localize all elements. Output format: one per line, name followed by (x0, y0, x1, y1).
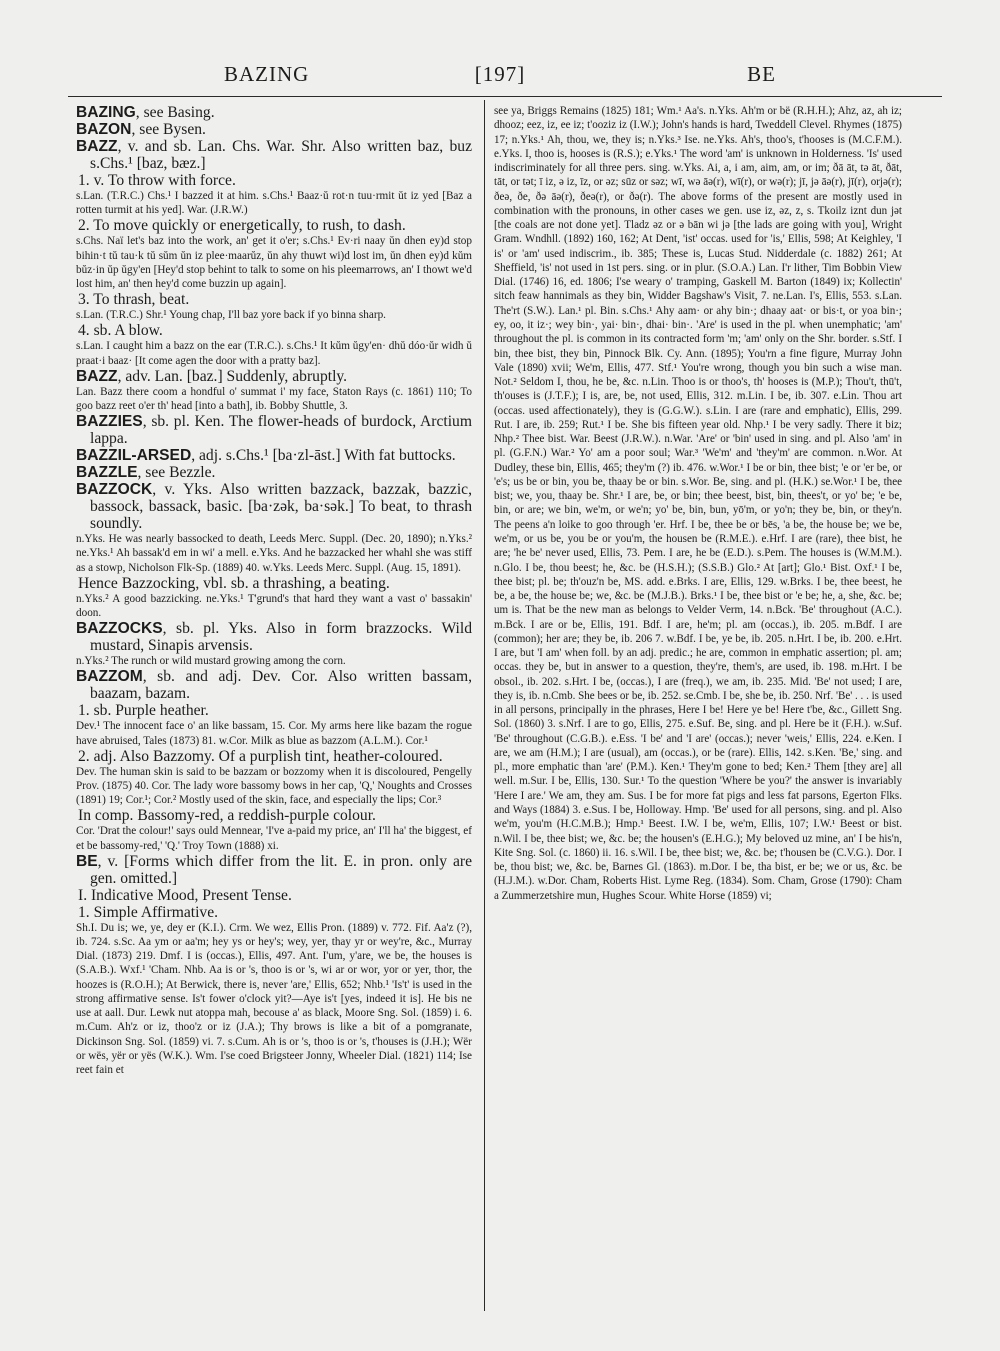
header-right-word: BE (747, 62, 776, 86)
entry-sense: I. Indicative Mood, Present Tense. (78, 886, 292, 904)
entry-sense: 2. To move quickly or energetically, to rush, to dash. (78, 217, 406, 235)
entry-sense: 1. sb. Purple heather. (78, 702, 209, 720)
entry-citation: see ya, Briggs Remains (1825) 181; Wm.¹ Aa's. n.Yks. Ah'm or bë (R.H.H.); Ahz, az, ah iz; dhooz; eez, iz, ee iz; t'ooziz iz (I.W.); John's hands is hard, Tweddell Clevel. Rhymes (1875) 17; n.Yks.¹ Ah, thou, we, they is; n.Yks.³ Ise. ne.Yks. Ah's, thoo's, t'hooses is (M.C.F.M.). e.Yks. I, thoo is, hooses is (R.S.); e.Yks.¹ The word 'am' is unknown in Holderness. 'Is' used indiscriminately for all three pers. sing. w.Yks. Ai, a, i am, aim, am, or im; ðā āt, tə āt, ðāt, tāt, or tət; ī iz, ə iz, īz, or əz; sūz or səz; wī, wə āə(r), wī(r), or wə(r); jī, jə āə(r), jī(r), orjə(r); ðeə, ðe, ðə āə(r), ðeə(r), or ðə(r). The above forms of the present are mostly used in combination with the pronouns, in other cases we gen. use iz, əz, z, s. Tkoilz iznt dun jət [the coals are not done yet]. Tladz əz or ə bān wi jə [the lads are going with you], Wright Gram. Wndhll. (1892) 160, 162; At Dent, 'ist' occas. used for 'is,' Ellis, 598; At Keighley, 'I is' or 'am' used indiscrim., ib. 385; These is, Lucas Stud. Nidderdale (c. 1882) 261; At Sheffield, 'is' not used in 1st pers. sing. or in plur. (S.O.A.) Lan. I'r lither, Tim Bobbin View Dial. (1746) 16, ed. 1806; I'se weary o' tramping, Gaskell M. Barton (1849) ix; Kollectin' sitch feaw hannimals as they bin, Widder Bagshaw's Visit, 7. ne.Lan. I's, Ellis, 553. s.Lan. The'rt (S.W.). Lan.¹ pl. Bin. s.Chs.¹ Ahy aam· or ahy bin·; dhaay aat· or bis·t, or yoa bin·; ey, oo, it iz·; wey bin·, yai· bin·, dhai· bin·. 'Are' is used in the pl. when unemphatic; 'am' throughout the pl. is common in its contracted form 'm; 'am' only on the Shr. border. s.Stf. I bin, thee bist, they bin, Pinnock Blk. Cy. Ann. (1895); You'rn a fine figure, Murray John Vale (1890) xvii; We'm, Ellis, 477. Stf.¹ You're wrong, though you bin such a wise man. Not.² Seldom I, thou, he be, &c. n.Lin. Thoo is or thoo's, th' hooses is (M.P.); Thou't, thū't, th'ouses is (J.T.F.); I is, are, be, not used, Ellis, 312. m.Lin. I be, ib. 307. e.Lin. Thou art (occas. used affectionately), they is (G.G.W.). s.Lin. I are (rare and emphatic), Ellis, 299. Rut. I are, ib. 259; Rut.¹ I be. She bis fifteen year old. Nhp.¹ I be very sadly. There it biz; Nhp.² Thee bist. War. Beest (J.R.W.). n.War. 'Are' or 'bin' used in sing. and pl. Also 'am' in pl. (G.F.N.) War.² Yo' am a poor soul; War.³ 'We'm' and 'they'm' are common. n.Wor. At Dudley, these bin, Ellis, 465; they'm (?) ib. 476. w.Wor.¹ I be or bin, thee bist; 'e or 'er be, or 'e's; us be or bin, you be, thaay be or bin. s.Wor. Be, sing. and pl. (H.K.) se.Wor.¹ I be, thee bist; we, you, thaay be. Shr.¹ I are, be, or bin; thee beest, bist, bin, thees't, or yo' be; 'e be, bin, or are; we bin, we'm, or we'n; yo' be, bin, bun, yō'm, or yo'n; they be, bin, or they'n. The peens a'n loike to goo through 'er. Hrf. I be, thee be or bēs, 'a be, the house be; we be, we'm, or us be, you be or you'm, the housen be (R.M.E.). e.Hrf. I are (rare), thee bist, he are; 'he be' never used, Ellis, 73. Pem. I are, he be (E.D.). s.Pem. The houses is (W.M.M.). n.Glo. I be, thou beest; he, &c. be (H.S.H.); (S.S.B.) Glo.² At [art]; Glo.¹ Bist. Oxf.¹ I be, thee bist; pl. be; th'ouz'n be, MS. add. e.Brks. I are, Ellis, 129. w.Brks. I be, thee beest, he be, a be, the house be; we, &c. be (M.J.B.). Brks.¹ I be, thee bist or 'e be; he, a, she, &c. be; um is. That be the new man as belongs to Velder Verm, 14. n.Bck. 'Be' throughout (A.C.). m.Bck. I are or be, Ellis, 191. Bdf. I are, he'm; pl. am (occas.), ib. 205. m.Bdf. I are (common); her are; they be, ib. 206 7. w.Bdf. I be, ye be, ib. 205. n.Hrt. I be, ib. 200. e.Hrt. I are, but 'I am' when foll. by an adj. predic.; he are, common in emphatic assertion; pl. am; occas. they be, but in answer to a question, they're, them's, are used, ib. 198. m.Hrt. I be obsol., ib. 202. s.Hrt. I be, (occas.), I are (freq.), we am, ib. 235. Mid. 'Be' not used; I are, they is, ib. n.Cmb. She bees or be, ib. 252. se.Cmb. I be, she be, ib. 250. Nrf. 'Be' . . . is used in all persons, principally in the phrases, Here I be! Here ye be! Here t'be, &c., Gillett Sng. Sol. (1860) 3. s.Nrf. I are to go, Ellis, 275. e.Suf. Be, sing. and pl. Here be it (F.H.). w.Suf. 'Be' throughout (C.G.B.). e.Ess. 'I be' and 'I are' (occas.); never 'weis,' Ellis, 224. e.Ken. I are, we am (H.M.); I are (usual), am (occas.), or be (rare). Ellis, 142. s.Ken. 'Be,' sing. and pl., more emphatic than 'are' (P.M.). Ken.¹ They'm gone to bed; Ken.² Them [they are] all well. m.Sur. I be, Ellis, 130. Sur.¹ To the question 'Where be you?' the answer is invariably 'Here I are.' We am, they am. Sus. I be for more fat pigs and less fat parsons, Egerton Flks. and Ways (1884) 3. e.Sus. I be, Holloway. Hmp. 'Be' used for all persons, sing. and pl. Also we'm, you'm (H.C.M.B.); Hmp.¹ Beest. I.W. I be, we'm, Ellis, 107; I.W.¹ Beest or bist. n.Wil. I be, thee bist; we, &c. be; the housen's (E.H.G.); My beloved uz mine, an' I be his'n, Kite Sng. Sol. (c. 1860) ii. 16. s.Wil. I be, thee bist; we, &c. be; t'housen be (C.V.G.). Dor. I be, thou bist; we, &c. be, Barnes Gl. (1863). m.Dor. I be, tha bist, er be; we or us, &c. be (H.J.M.). w.Dor. Cham, Roberts Hist. Lyme Reg. (1834). Som. Cham, Grose (1790): Cham a Zummerzetshire mun, Hughes Scour. White Horse (1859) vi; (494, 105, 902, 902)
entry-citation: s.Lan. I caught him a bazz on the ear (T.R.C.). s.Chs.¹ It kŭm ŭgy'en· dhŭ dóo·ŭr widh ŭ praat·i baaz· [It come agen the door with a pratty baz]. (76, 340, 472, 367)
entry-headword: BAZZIES, sb. pl. Ken. The flower-heads of burdock, Arctium lappa. (76, 413, 472, 448)
entry-citation: Sh.I. Du is; we, ye, dey er (K.I.). Crm. We wez, Ellis Pron. (1889) v. 772. Fif. Aa'z (?), ib. 724. s.Sc. Aa ym or aa'm; hey ys or hey's; wey, yer, thay yr or wey're, &c., Murray Dial. (1873) 219. Dmf. I is (occas.), Ellis, 497. Ant. I'um, y'are, we be, the houses is (S.A.B.). Wxf.¹ 'Cham. Nhb. Aa is or 's, thoo is or 's, wi ar or wor, yor or yer, thor, the hoozes is (R.O.H.); At Berwick, there is, never 'are,' Ellis, 652; Nhb.¹ 'Is't' is used in the strong affirmative sense. Is't fower o'clock yit?—Aye is't [yes, indeed it is]. He bis ne use at aall. Dur. Lewk nut atoppa mah, becouse a' as black, Moore Sng. Sol. (1859) i. 6. m.Cum. Ah'z or iz, thoo'z or iz (J.A.); Thy brows is like a bit of a pomgranate, Dickinson Sng. Sol. (1859) vi. 7. s.Cum. Ah is or 's, thoo is or 's, t'houses is (J.H.); Wër or wës, yër or yës (W.K.). Wm. I'se coed Brigsteer Jonny, Wheeler Dial. (1821) 114; Ise reet fain et (76, 921, 472, 1076)
entry-sense: 1. Simple Affirmative. (78, 903, 219, 921)
entry-citation: s.Chs. Naï let's baz into the work, an' get it o'er; s.Chs.¹ Ev·ri naay ŭn dhen ey)d stop bihin·t tŭ tau·k tŭ sŭm ŭn iz plee·maarŭz, ŭn ahy thuwt wi)d lost im, ŭn dhen ey)d kŭm bŭz·in ŭp ŭgy'en [Hey'd stop behint to talk to some on his pleemarrows, an' I thowt we'd lost him, an' then hey'd come buzzin up again]. (76, 235, 472, 291)
entry-headword: BAZZ, v. and sb. Lan. Chs. War. Shr. Also written baz, buz s.Chs.¹ [baz, bæz.] (76, 138, 472, 172)
running-header (62, 62, 938, 94)
entry-citation: s.Lan. (T.R.C.) Shr.¹ Young chap, I'll baz yore back if yo binna sharp. (76, 309, 386, 322)
entry-headword: BE, v. [Forms which differ from the lit. E. in pron. only are gen. omitted.] (76, 852, 472, 887)
entry-sense: Hence Bazzocking, vbl. sb. a thrashing, a beating. (78, 574, 390, 592)
entry-citation: n.Yks.² The runch or wild mustard growing among the corn. (76, 655, 346, 668)
entry-citation: Cor. 'Drat the colour!' says ould Mennear, 'I've a-paid my price, an' I'll ha' the biggest, ef et be bassomy-red,' 'Q.' Troy Town (1888) xi. (76, 825, 472, 852)
header-rule (68, 96, 942, 97)
entry-citation: n.Yks.² A good bazzicking. ne.Yks.¹ T'grund's that hard they want a vast o' bassakin' doon. (76, 592, 472, 620)
entry-headword: BAZZIL-ARSED, adj. s.Chs.¹ [ba·zl-āst.] With fat buttocks. (76, 447, 456, 465)
entry-headword: BAZZ, adv. Lan. [baz.] Suddenly, abruptly. (76, 367, 348, 385)
page-number: [197] (474, 62, 526, 86)
entry-headword: BAZZOM, sb. and adj. Dev. Cor. Also written bassam, baazam, bazam. (76, 668, 472, 703)
entry-citation: Dev. The human skin is said to be bazzam or bozzomy when it is discoloured, Pengelly Prov. (1875) 40. Cor. The lady wore bassomy bows in her cap, 'Q,' Noughts and Crosses (1891) 19; Cor.¹; Cor.² Mostly used of the skin, face, and especially the lips; Cor.³ (76, 765, 472, 807)
entry-sense: 2. adj. Also Bazzomy. Of a purplish tint, heather-coloured. (78, 747, 443, 765)
entry-headword: BAZZOCK, v. Yks. Also written bazzack, bazzak, bazzic, bassock, bassack, basic. [ba·zək, ba·sək.] To beat, to thrash soundly. (76, 481, 472, 533)
entry-citation: s.Lan. (T.R.C.) Chs.¹ I bazzed it at him. s.Chs.¹ Baaz·ŭ rot·n tuu·rmit ŭt iz yed [Baz a rotten turmit at his yed]. War. (J.R.W.) (76, 190, 472, 217)
entry-sense: 1. v. To throw with force. (78, 172, 236, 189)
entry-headword: BAZZOCKS, sb. pl. Yks. Also in form brazzocks. Wild mustard, Sinapis arvensis. (76, 620, 472, 655)
entry-citation: Lan. Bazz there coom a hondful o' summat i' my face, Staton Rays (c. 1861) 110; To goo bazz reet o'er th' head [into a bath], ib. Bobby Shuttle, 3. (76, 385, 472, 413)
entry-sense: 3. To thrash, beat. (78, 291, 190, 309)
entry-headword: BAZON, see Bysen. (76, 121, 206, 138)
column-divider (484, 100, 485, 1311)
left-column (76, 104, 472, 1311)
entry-sense: In comp. Bassomy-red, a reddish-purple colour. (78, 807, 376, 825)
entry-sense: 4. sb. A blow. (78, 322, 163, 340)
entry-headword: BAZZLE, see Bezzle. (76, 464, 216, 482)
header-left-word: BAZING (224, 62, 310, 86)
right-column (494, 104, 902, 1311)
entry-headword: BAZING, see Basing. (76, 104, 215, 121)
entry-citation: n.Yks. He was nearly bassocked to death, Leeds Merc. Suppl. (Dec. 20, 1890); n.Yks.² ne.Yks.¹ Ah bassak'd em in wi' a mell. e.Yks. And he bazzacked her whahl she was stiff as a stowp, Nicholson Flk-Sp. (1889) 40. w.Yks. Leeds Merc. Suppl. (Aug. 15, 1891). (76, 533, 472, 574)
entry-citation: Dev.¹ The innocent face o' an like bassam, 15. Cor. My arms here like bazam the rogue have abruised, Tales (1873) 81. w.Cor. Milk as blue as bazzom (A.L.M.). Cor.¹ (76, 720, 472, 747)
